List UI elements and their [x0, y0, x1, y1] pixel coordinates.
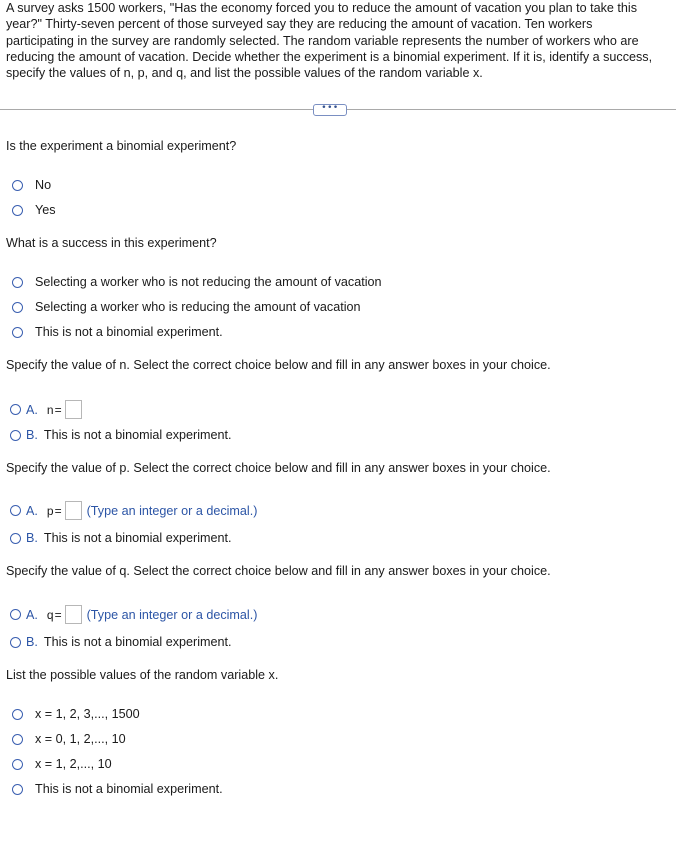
- radio-option-x-0-10[interactable]: [12, 731, 126, 747]
- answer-hint: (Type an integer or a decimal.): [86, 503, 258, 518]
- radio-button-icon[interactable]: [12, 327, 23, 338]
- variable-label: n: [46, 402, 54, 417]
- p-answer-box[interactable]: [65, 501, 82, 520]
- radio-button-icon[interactable]: [10, 609, 21, 620]
- choice-a-n[interactable]: [10, 399, 82, 420]
- variable-label: q: [46, 607, 54, 622]
- equals-sign: =: [54, 607, 62, 622]
- choice-text: This is not a binomial experiment.: [43, 428, 232, 442]
- radio-option-reducing[interactable]: [12, 299, 361, 315]
- choice-b-n[interactable]: [10, 427, 232, 443]
- answer-hint: (Type an integer or a decimal.): [86, 607, 258, 622]
- radio-button-icon[interactable]: [12, 205, 23, 216]
- radio-option-x-not-binomial[interactable]: [12, 781, 223, 797]
- radio-button-icon[interactable]: [12, 277, 23, 288]
- radio-button-icon[interactable]: [10, 505, 21, 516]
- radio-option-x-1-1500[interactable]: [12, 706, 140, 722]
- variable-label: p: [46, 503, 54, 518]
- q-answer-box[interactable]: [65, 605, 82, 624]
- radio-option-no[interactable]: [12, 177, 51, 193]
- choice-letter: B.: [26, 428, 38, 442]
- radio-option-not-binomial[interactable]: [12, 324, 223, 340]
- question-n: Specify the value of n. Select the correct choice below and fill in any answer boxes in your choice.: [6, 358, 551, 372]
- option-label: x = 1, 2,..., 10: [35, 757, 112, 771]
- problem-line: A survey asks 1500 workers, "Has the economy forced you to reduce the amount of vacation you plan to take this: [6, 1, 638, 15]
- radio-option-yes[interactable]: [12, 202, 56, 218]
- choice-letter: B.: [26, 531, 38, 545]
- option-label: This is not a binomial experiment.: [35, 325, 223, 339]
- problem-statement: [6, 0, 674, 81]
- choice-letter: A.: [26, 503, 38, 518]
- radio-button-icon[interactable]: [12, 180, 23, 191]
- radio-button-icon[interactable]: [10, 404, 21, 415]
- radio-button-icon[interactable]: [12, 784, 23, 795]
- expand-problem-button[interactable]: •••: [313, 104, 347, 116]
- choice-text: This is not a binomial experiment.: [43, 635, 232, 649]
- choice-b-q[interactable]: [10, 634, 232, 650]
- choice-a-p[interactable]: [10, 500, 257, 521]
- radio-button-icon[interactable]: [10, 637, 21, 648]
- choice-b-p[interactable]: [10, 530, 232, 546]
- radio-button-icon[interactable]: [10, 430, 21, 441]
- radio-button-icon[interactable]: [12, 734, 23, 745]
- radio-button-icon[interactable]: [12, 302, 23, 313]
- choice-letter: A.: [26, 607, 38, 622]
- equals-sign: =: [54, 402, 62, 417]
- problem-line: specify the values of n, p, and q, and list the possible values of the random variable x.: [6, 66, 483, 81]
- question-success: What is a success in this experiment?: [6, 236, 217, 250]
- problem-line: reducing the amount of vacation. Decide whether the experiment is a binomial experiment. If it is, identify a success,: [6, 49, 653, 64]
- option-label: Selecting a worker who is not reducing the amount of vacation: [35, 275, 382, 289]
- option-label: x = 1, 2, 3,..., 1500: [35, 707, 140, 721]
- equals-sign: =: [54, 503, 62, 518]
- problem-line: participating in the survey are randomly selected. The random variable represents the number of workers who are: [6, 33, 639, 48]
- question-values-x: List the possible values of the random variable x.: [6, 668, 279, 682]
- choice-a-q[interactable]: [10, 604, 257, 625]
- option-label: Selecting a worker who is reducing the amount of vacation: [35, 300, 361, 314]
- radio-button-icon[interactable]: [10, 533, 21, 544]
- problem-line: year?" Thirty-seven percent of those surveyed say they are reducing the amount of vacation. Ten workers: [6, 17, 593, 32]
- option-label: Yes: [35, 203, 56, 217]
- choice-text: This is not a binomial experiment.: [43, 531, 232, 545]
- option-label: This is not a binomial experiment.: [35, 782, 223, 796]
- choice-letter: B.: [26, 635, 38, 649]
- radio-button-icon[interactable]: [12, 709, 23, 720]
- n-answer-box[interactable]: [65, 400, 82, 419]
- radio-option-not-reducing[interactable]: [12, 274, 382, 290]
- radio-button-icon[interactable]: [12, 759, 23, 770]
- radio-option-x-1-10[interactable]: [12, 756, 112, 772]
- option-label: No: [35, 178, 52, 192]
- question-binomial: Is the experiment a binomial experiment?: [6, 139, 237, 153]
- choice-letter: A.: [26, 402, 38, 417]
- question-p: Specify the value of p. Select the correct choice below and fill in any answer boxes in your choice.: [6, 461, 551, 475]
- question-q: Specify the value of q. Select the correct choice below and fill in any answer boxes in your choice.: [6, 564, 551, 578]
- option-label: x = 0, 1, 2,..., 10: [35, 732, 126, 746]
